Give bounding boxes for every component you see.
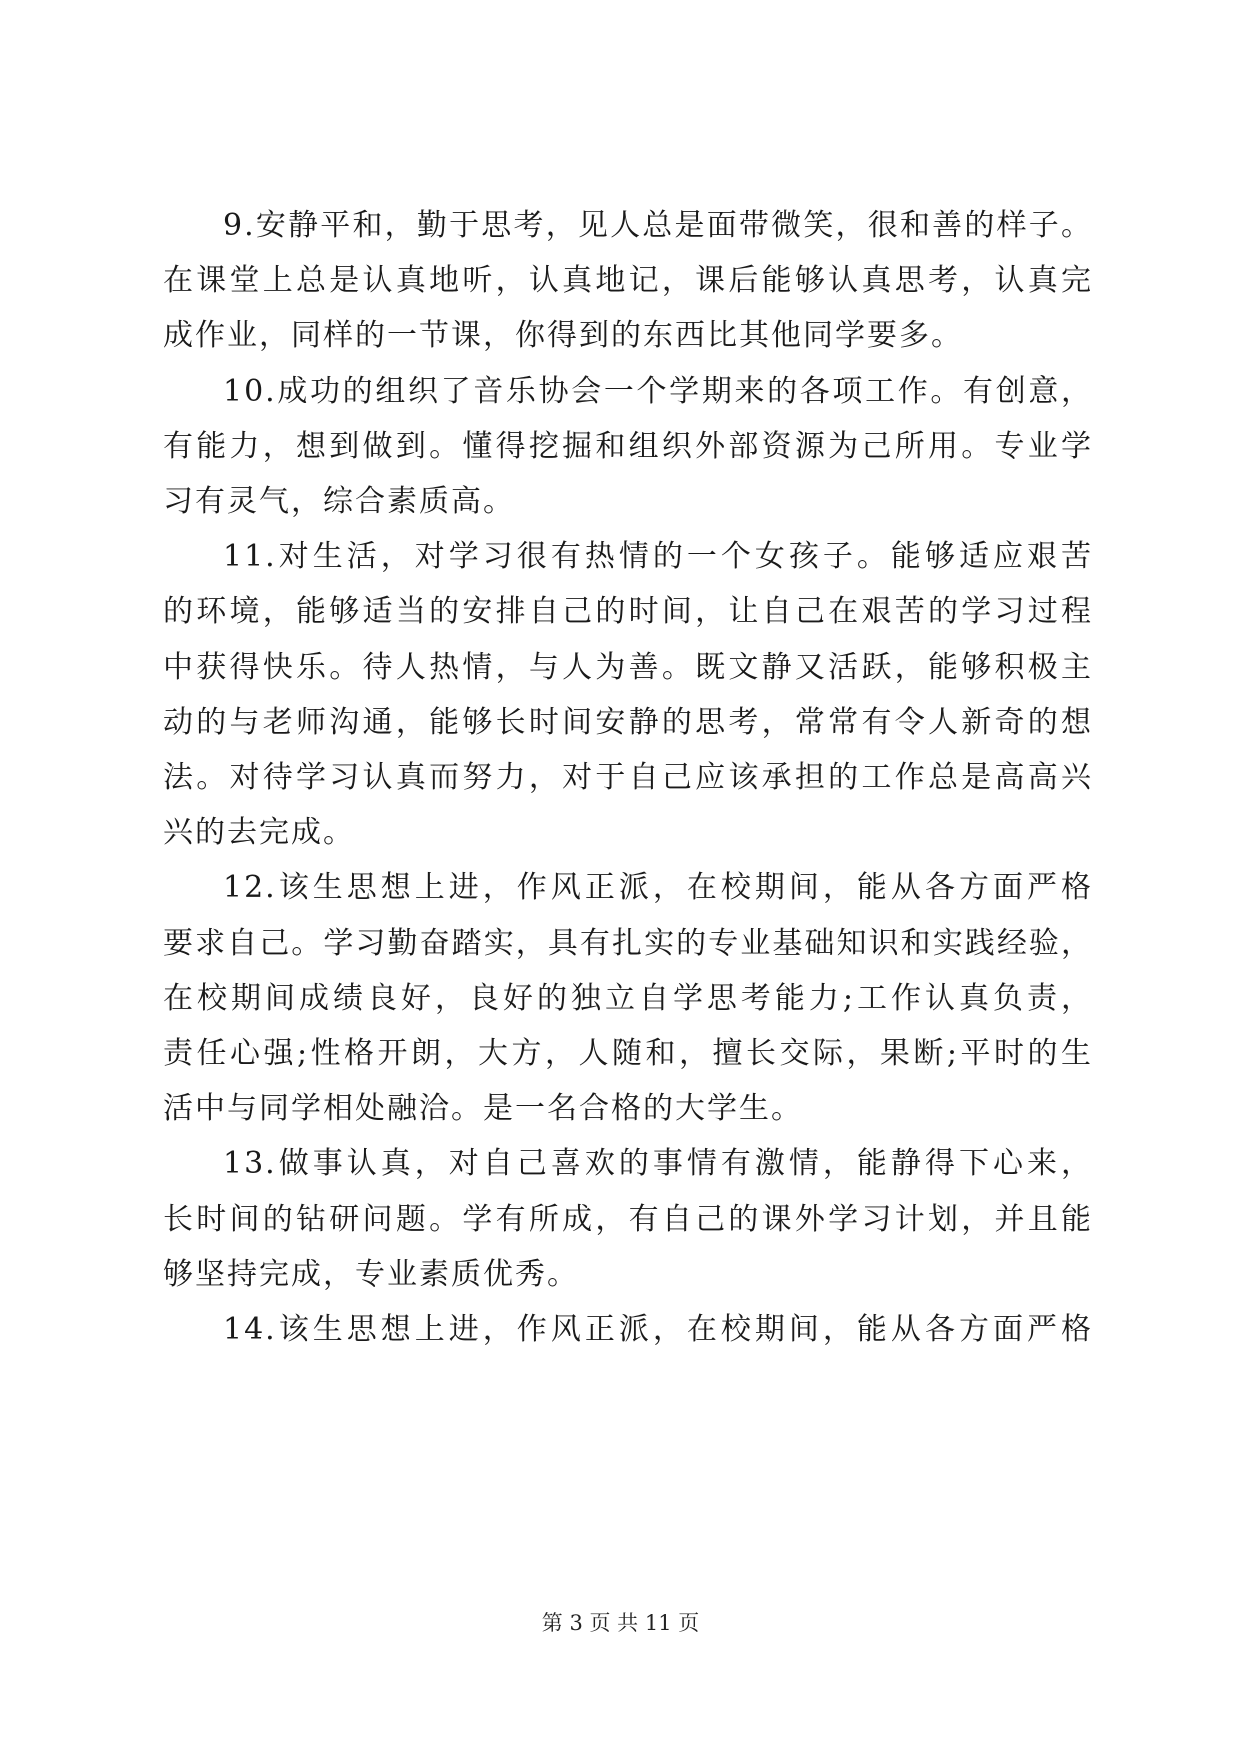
paragraph-9 <box>163 198 1093 364</box>
paragraph-13 <box>163 1136 1093 1302</box>
text-line: 动的与老师沟通，能够长时间安静的思考，常常有令人新奇的想 <box>163 704 1093 740</box>
text-line: 在校期间成绩良好，良好的独立自学思考能力;工作认真负责， <box>163 980 1093 1016</box>
text-line: 14.该生思想上进，作风正派，在校期间，能从各方面严格 <box>223 1312 1093 1348</box>
document-body <box>163 198 1093 1357</box>
text-line: 责任心强;性格开朗，大方，人随和，擅长交际，果断;平时的生 <box>163 1036 1093 1072</box>
text-line: 13.做事认真，对自己喜欢的事情有激情，能静得下心来， <box>223 1146 1093 1182</box>
text-line: 中获得快乐。待人热情，与人为善。既文静又活跃，能够积极主 <box>163 649 1093 685</box>
text-line: 在课堂上总是认真地听，认真地记，课后能够认真思考，认真完 <box>163 263 1093 299</box>
text-line: 习有灵气，综合素质高。 <box>163 484 515 520</box>
paragraph-10 <box>163 364 1093 530</box>
text-line: 成作业，同样的一节课，你得到的东西比其他同学要多。 <box>163 318 963 354</box>
text-line: 12.该生思想上进，作风正派，在校期间，能从各方面严格 <box>223 870 1093 906</box>
text-line: 的环境，能够适当的安排自己的时间，让自己在艰苦的学习过程 <box>163 594 1093 630</box>
page-footer: 第 3 页 共 11 页 <box>541 1611 700 1635</box>
text-line: 10.成功的组织了音乐协会一个学期来的各项工作。有创意， <box>223 373 1093 409</box>
text-line: 兴的去完成。 <box>163 815 355 851</box>
text-line: 9.安静平和，勤于思考，见人总是面带微笑，很和善的样子。 <box>223 208 1093 243</box>
text-line: 活中与同学相处融洽。是一名合格的大学生。 <box>163 1091 803 1127</box>
text-line: 法。对待学习认真而努力，对于自己应该承担的工作总是高高兴 <box>163 760 1093 796</box>
paragraph-14 <box>163 1302 1093 1357</box>
paragraph-12 <box>163 860 1093 1136</box>
text-line: 11.对生活，对学习很有热情的一个女孩子。能够适应艰苦 <box>223 539 1093 575</box>
text-line: 要求自己。学习勤奋踏实，具有扎实的专业基础知识和实践经验， <box>163 925 1093 961</box>
text-line: 有能力，想到做到。懂得挖掘和组织外部资源为己所用。专业学 <box>163 428 1093 464</box>
text-line: 够坚持完成，专业素质优秀。 <box>163 1256 579 1292</box>
paragraph-11 <box>163 529 1093 860</box>
text-line: 长时间的钻研问题。学有所成，有自己的课外学习计划，并且能 <box>163 1201 1093 1237</box>
